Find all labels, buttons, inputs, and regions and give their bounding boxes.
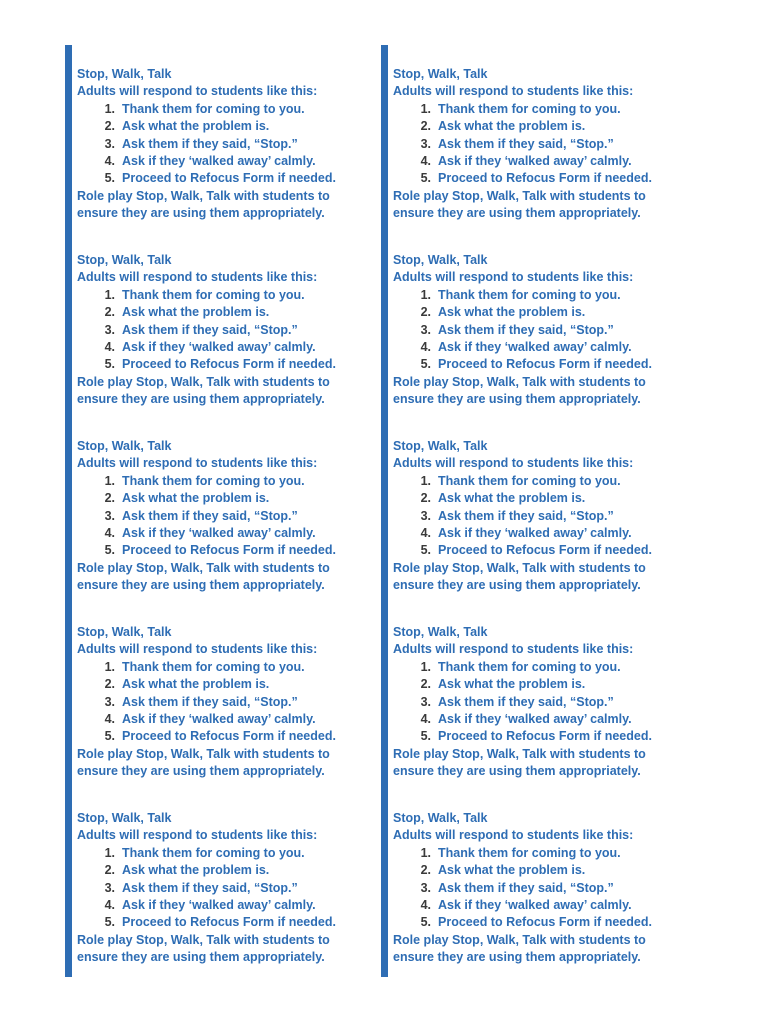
- step-text: Proceed to Refocus Form if needed.: [438, 171, 652, 186]
- card-title: Stop, Walk, Talk: [393, 625, 488, 639]
- card-outro: Role play Stop, Walk, Talk with students to ensure they are using them appropriately.: [77, 374, 330, 407]
- step-text: Ask them if they said, “Stop.”: [122, 508, 298, 523]
- steps-list: [393, 659, 693, 746]
- step-text: Ask what the problem is.: [122, 491, 270, 506]
- step-text: Ask if they ‘walked away’ calmly.: [122, 154, 316, 169]
- card-outro: Role play Stop, Walk, Talk with students to ensure they are using them appropriately.: [77, 932, 330, 965]
- step-item: [77, 170, 377, 187]
- step-item: [393, 542, 693, 559]
- steps-list: [77, 659, 377, 746]
- card-intro: Adults will respond to students like this:: [77, 828, 318, 843]
- card-intro: Adults will respond to students like this:: [77, 84, 318, 99]
- step-number: 3.: [104, 508, 115, 523]
- card-title: Stop, Walk, Talk: [393, 439, 488, 453]
- card-outro: Role play Stop, Walk, Talk with students to ensure they are using them appropriately.: [393, 374, 646, 407]
- step-text: Thank them for coming to you.: [438, 659, 621, 674]
- step-item: [393, 356, 693, 373]
- step-text: Ask them if they said, “Stop.”: [122, 136, 298, 151]
- step-text: Proceed to Refocus Form if needed.: [122, 543, 336, 558]
- card-outro: Role play Stop, Walk, Talk with students to ensure they are using them appropriately.: [393, 746, 646, 779]
- card: [393, 810, 693, 996]
- step-number: 5.: [104, 915, 115, 930]
- step-number: 1.: [420, 473, 431, 488]
- card-outro: Role play Stop, Walk, Talk with students to ensure they are using them appropriately.: [77, 188, 330, 221]
- steps-list: [77, 287, 377, 374]
- step-text: Thank them for coming to you.: [122, 287, 305, 302]
- card-intro: Adults will respond to students like this:: [393, 642, 634, 657]
- step-number: 5.: [104, 729, 115, 744]
- step-number: 2.: [104, 863, 115, 878]
- step-number: 1.: [104, 659, 115, 674]
- step-text: Ask them if they said, “Stop.”: [438, 880, 614, 895]
- step-item: [393, 845, 693, 862]
- step-text: Ask if they ‘walked away’ calmly.: [438, 712, 632, 727]
- step-item: [77, 101, 377, 118]
- steps-list: [77, 101, 377, 188]
- step-item: [77, 356, 377, 373]
- step-text: Ask them if they said, “Stop.”: [438, 322, 614, 337]
- step-text: Ask if they ‘walked away’ calmly.: [122, 340, 316, 355]
- step-number: 3.: [420, 508, 431, 523]
- step-text: Thank them for coming to you.: [122, 473, 305, 488]
- step-text: Ask them if they said, “Stop.”: [438, 694, 614, 709]
- step-number: 1.: [104, 845, 115, 860]
- step-number: 4.: [104, 898, 115, 913]
- step-text: Proceed to Refocus Form if needed.: [122, 915, 336, 930]
- card: [393, 624, 693, 810]
- step-item: [393, 339, 693, 356]
- card: [77, 624, 377, 810]
- left-column: [77, 66, 377, 996]
- step-number: 4.: [104, 712, 115, 727]
- step-number: 1.: [104, 287, 115, 302]
- steps-list: [393, 473, 693, 560]
- step-text: Ask if they ‘walked away’ calmly.: [122, 898, 316, 913]
- step-number: 5.: [420, 915, 431, 930]
- step-text: Proceed to Refocus Form if needed.: [438, 357, 652, 372]
- step-text: Ask what the problem is.: [438, 305, 586, 320]
- card: [77, 810, 377, 996]
- step-item: [77, 845, 377, 862]
- card-intro: Adults will respond to students like this:: [393, 456, 634, 471]
- step-item: [393, 322, 693, 339]
- step-number: 4.: [420, 712, 431, 727]
- step-item: [77, 676, 377, 693]
- step-text: Ask them if they said, “Stop.”: [438, 508, 614, 523]
- card-outro: Role play Stop, Walk, Talk with students to ensure they are using them appropriately.: [77, 560, 330, 593]
- step-number: 3.: [104, 694, 115, 709]
- step-number: 5.: [420, 357, 431, 372]
- step-item: [77, 728, 377, 745]
- card-title: Stop, Walk, Talk: [393, 811, 488, 825]
- step-number: 2.: [420, 863, 431, 878]
- step-item: [393, 694, 693, 711]
- step-number: 2.: [420, 677, 431, 692]
- step-number: 4.: [104, 340, 115, 355]
- step-number: 2.: [104, 305, 115, 320]
- step-number: 5.: [420, 729, 431, 744]
- step-number: 3.: [420, 322, 431, 337]
- step-text: Proceed to Refocus Form if needed.: [122, 357, 336, 372]
- step-item: [393, 880, 693, 897]
- card-outro: Role play Stop, Walk, Talk with students to ensure they are using them appropriately.: [393, 188, 646, 221]
- card-title: Stop, Walk, Talk: [77, 625, 172, 639]
- step-number: 4.: [420, 154, 431, 169]
- card: [77, 438, 377, 624]
- step-item: [393, 136, 693, 153]
- step-number: 3.: [104, 880, 115, 895]
- step-number: 5.: [104, 171, 115, 186]
- step-number: 3.: [420, 136, 431, 151]
- step-item: [77, 542, 377, 559]
- step-number: 1.: [420, 659, 431, 674]
- step-text: Ask what the problem is.: [122, 119, 270, 134]
- step-item: [77, 711, 377, 728]
- step-item: [393, 153, 693, 170]
- card-intro: Adults will respond to students like this:: [393, 84, 634, 99]
- step-text: Ask if they ‘walked away’ calmly.: [122, 526, 316, 541]
- step-number: 5.: [104, 357, 115, 372]
- step-text: Thank them for coming to you.: [122, 101, 305, 116]
- step-item: [393, 862, 693, 879]
- step-text: Ask if they ‘walked away’ calmly.: [438, 154, 632, 169]
- steps-list: [393, 845, 693, 932]
- step-number: 1.: [104, 101, 115, 116]
- step-item: [77, 153, 377, 170]
- step-text: Ask what the problem is.: [438, 677, 586, 692]
- step-text: Thank them for coming to you.: [122, 659, 305, 674]
- step-number: 5.: [420, 543, 431, 558]
- card: [393, 438, 693, 624]
- step-item: [393, 473, 693, 490]
- step-item: [393, 914, 693, 931]
- step-text: Proceed to Refocus Form if needed.: [122, 171, 336, 186]
- step-item: [77, 880, 377, 897]
- step-text: Ask what the problem is.: [438, 863, 586, 878]
- step-item: [77, 914, 377, 931]
- step-number: 4.: [420, 340, 431, 355]
- step-item: [393, 508, 693, 525]
- step-item: [77, 304, 377, 321]
- step-item: [393, 676, 693, 693]
- step-number: 2.: [104, 677, 115, 692]
- step-number: 4.: [420, 526, 431, 541]
- step-item: [393, 304, 693, 321]
- step-number: 1.: [104, 473, 115, 488]
- right-column: [393, 66, 693, 996]
- step-item: [77, 897, 377, 914]
- step-item: [77, 659, 377, 676]
- step-item: [77, 490, 377, 507]
- step-number: 3.: [420, 694, 431, 709]
- step-number: 5.: [420, 171, 431, 186]
- step-item: [393, 659, 693, 676]
- step-item: [77, 322, 377, 339]
- step-text: Ask them if they said, “Stop.”: [122, 880, 298, 895]
- steps-list: [77, 845, 377, 932]
- step-item: [77, 862, 377, 879]
- step-text: Ask if they ‘walked away’ calmly.: [438, 526, 632, 541]
- card: [77, 66, 377, 252]
- step-text: Ask what the problem is.: [438, 491, 586, 506]
- card-title: Stop, Walk, Talk: [393, 253, 488, 267]
- step-number: 4.: [104, 154, 115, 169]
- card-intro: Adults will respond to students like this:: [77, 270, 318, 285]
- step-item: [393, 118, 693, 135]
- step-number: 4.: [104, 526, 115, 541]
- steps-list: [77, 473, 377, 560]
- step-number: 3.: [104, 136, 115, 151]
- step-item: [393, 728, 693, 745]
- step-text: Ask them if they said, “Stop.”: [122, 694, 298, 709]
- step-item: [393, 711, 693, 728]
- step-number: 1.: [420, 845, 431, 860]
- step-text: Thank them for coming to you.: [438, 845, 621, 860]
- step-text: Thank them for coming to you.: [438, 287, 621, 302]
- step-text: Thank them for coming to you.: [438, 473, 621, 488]
- card-title: Stop, Walk, Talk: [77, 439, 172, 453]
- card-title: Stop, Walk, Talk: [77, 67, 172, 81]
- step-item: [77, 473, 377, 490]
- step-number: 2.: [104, 491, 115, 506]
- step-item: [77, 339, 377, 356]
- card: [77, 252, 377, 438]
- step-number: 5.: [104, 543, 115, 558]
- right-column-accent-bar: [381, 45, 388, 977]
- step-item: [393, 101, 693, 118]
- step-text: Proceed to Refocus Form if needed.: [438, 729, 652, 744]
- step-item: [393, 525, 693, 542]
- card-intro: Adults will respond to students like this:: [393, 828, 634, 843]
- card-intro: Adults will respond to students like this:: [77, 642, 318, 657]
- step-text: Ask them if they said, “Stop.”: [122, 322, 298, 337]
- step-text: Ask if they ‘walked away’ calmly.: [438, 898, 632, 913]
- step-item: [77, 136, 377, 153]
- step-text: Proceed to Refocus Form if needed.: [438, 915, 652, 930]
- step-item: [77, 118, 377, 135]
- step-item: [393, 170, 693, 187]
- step-item: [77, 525, 377, 542]
- card-outro: Role play Stop, Walk, Talk with students to ensure they are using them appropriately.: [393, 560, 646, 593]
- step-item: [77, 694, 377, 711]
- step-text: Ask what the problem is.: [122, 305, 270, 320]
- card-intro: Adults will respond to students like this:: [77, 456, 318, 471]
- card-outro: Role play Stop, Walk, Talk with students to ensure they are using them appropriately.: [393, 932, 646, 965]
- left-column-accent-bar: [65, 45, 72, 977]
- step-item: [393, 490, 693, 507]
- card-title: Stop, Walk, Talk: [77, 811, 172, 825]
- step-number: 2.: [420, 305, 431, 320]
- card: [393, 66, 693, 252]
- steps-list: [393, 101, 693, 188]
- steps-list: [393, 287, 693, 374]
- card-intro: Adults will respond to students like this:: [393, 270, 634, 285]
- step-number: 2.: [420, 119, 431, 134]
- card: [393, 252, 693, 438]
- card-outro: Role play Stop, Walk, Talk with students to ensure they are using them appropriately.: [77, 746, 330, 779]
- step-number: 3.: [420, 880, 431, 895]
- step-item: [393, 897, 693, 914]
- step-number: 2.: [420, 491, 431, 506]
- step-number: 2.: [104, 119, 115, 134]
- step-text: Ask what the problem is.: [122, 863, 270, 878]
- step-text: Ask if they ‘walked away’ calmly.: [438, 340, 632, 355]
- step-text: Thank them for coming to you.: [438, 101, 621, 116]
- card-title: Stop, Walk, Talk: [77, 253, 172, 267]
- step-text: Thank them for coming to you.: [122, 845, 305, 860]
- step-number: 4.: [420, 898, 431, 913]
- step-text: Ask them if they said, “Stop.”: [438, 136, 614, 151]
- step-item: [393, 287, 693, 304]
- step-number: 1.: [420, 101, 431, 116]
- step-number: 1.: [420, 287, 431, 302]
- step-text: Ask what the problem is.: [122, 677, 270, 692]
- step-item: [77, 287, 377, 304]
- step-text: Proceed to Refocus Form if needed.: [122, 729, 336, 744]
- step-text: Proceed to Refocus Form if needed.: [438, 543, 652, 558]
- step-item: [77, 508, 377, 525]
- step-number: 3.: [104, 322, 115, 337]
- step-text: Ask if they ‘walked away’ calmly.: [122, 712, 316, 727]
- card-title: Stop, Walk, Talk: [393, 67, 488, 81]
- step-text: Ask what the problem is.: [438, 119, 586, 134]
